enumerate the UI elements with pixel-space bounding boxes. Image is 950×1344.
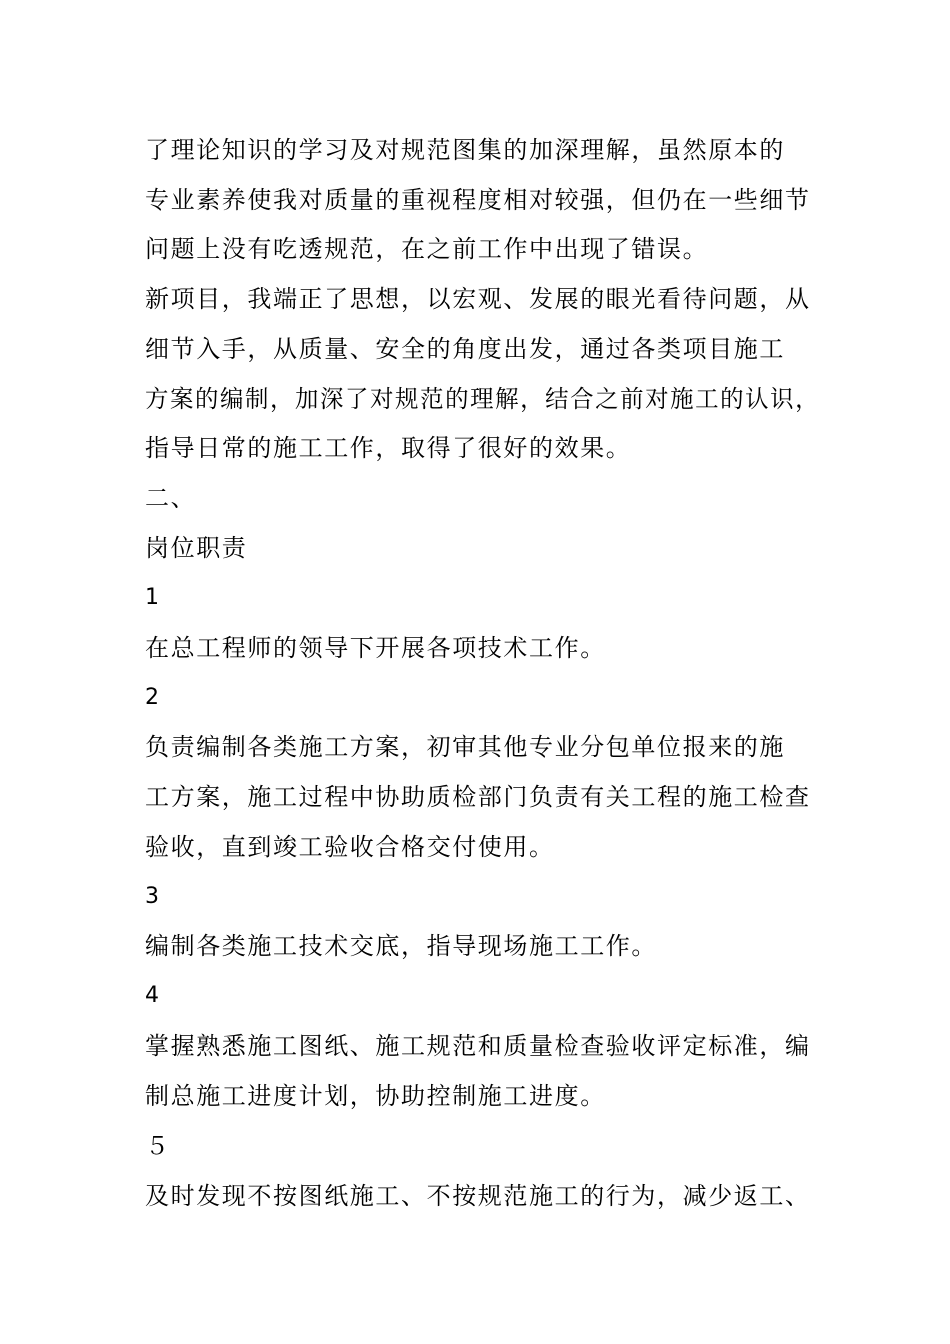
item-text: 验收，直到竣工验收合格交付使用。 [145, 833, 555, 861]
item-text: 制总施工进度计划，协助控制施工进度。 [145, 1082, 606, 1110]
paragraph-line: 新项目，我端正了思想，以宏观、发展的眼光看待问题，从 [145, 285, 811, 313]
paragraph-line: 专业素养使我对质量的重视程度相对较强，但仍在一些细节 [145, 186, 811, 214]
section-heading: 岗位职责 [145, 534, 248, 562]
item-text: 负责编制各类施工方案，初审其他专业分包单位报来的施 [145, 733, 785, 761]
item-text: 工方案，施工过程中协助质检部门负责有关工程的施工检查 [145, 783, 811, 811]
item-number: 2 [145, 685, 159, 710]
item-number: 3 [145, 884, 159, 909]
item-text: 编制各类施工技术交底，指导现场施工工作。 [145, 932, 657, 960]
paragraph-line: 细节入手，从质量、安全的角度出发，通过各类项目施工 [145, 335, 785, 363]
item-text: 在总工程师的领导下开展各项技术工作。 [145, 634, 606, 662]
paragraph-line: 指导日常的施工工作，取得了很好的效果。 [145, 434, 632, 462]
item-number: ５ [145, 1132, 169, 1160]
paragraph-line: 问题上没有吃透规范，在之前工作中出现了错误。 [145, 235, 709, 263]
section-number: 二、 [145, 484, 197, 512]
item-number: 1 [145, 585, 159, 610]
item-text: 及时发现不按图纸施工、不按规范施工的行为，减少返工、 [145, 1182, 811, 1210]
item-text: 掌握熟悉施工图纸、施工规范和质量检查验收评定标准，编 [145, 1032, 811, 1060]
item-number: 4 [145, 983, 159, 1008]
paragraph-line: 方案的编制，加深了对规范的理解，结合之前对施工的认识， [145, 385, 821, 413]
paragraph-line: 了理论知识的学习及对规范图集的加深理解，虽然原本的 [145, 136, 785, 164]
